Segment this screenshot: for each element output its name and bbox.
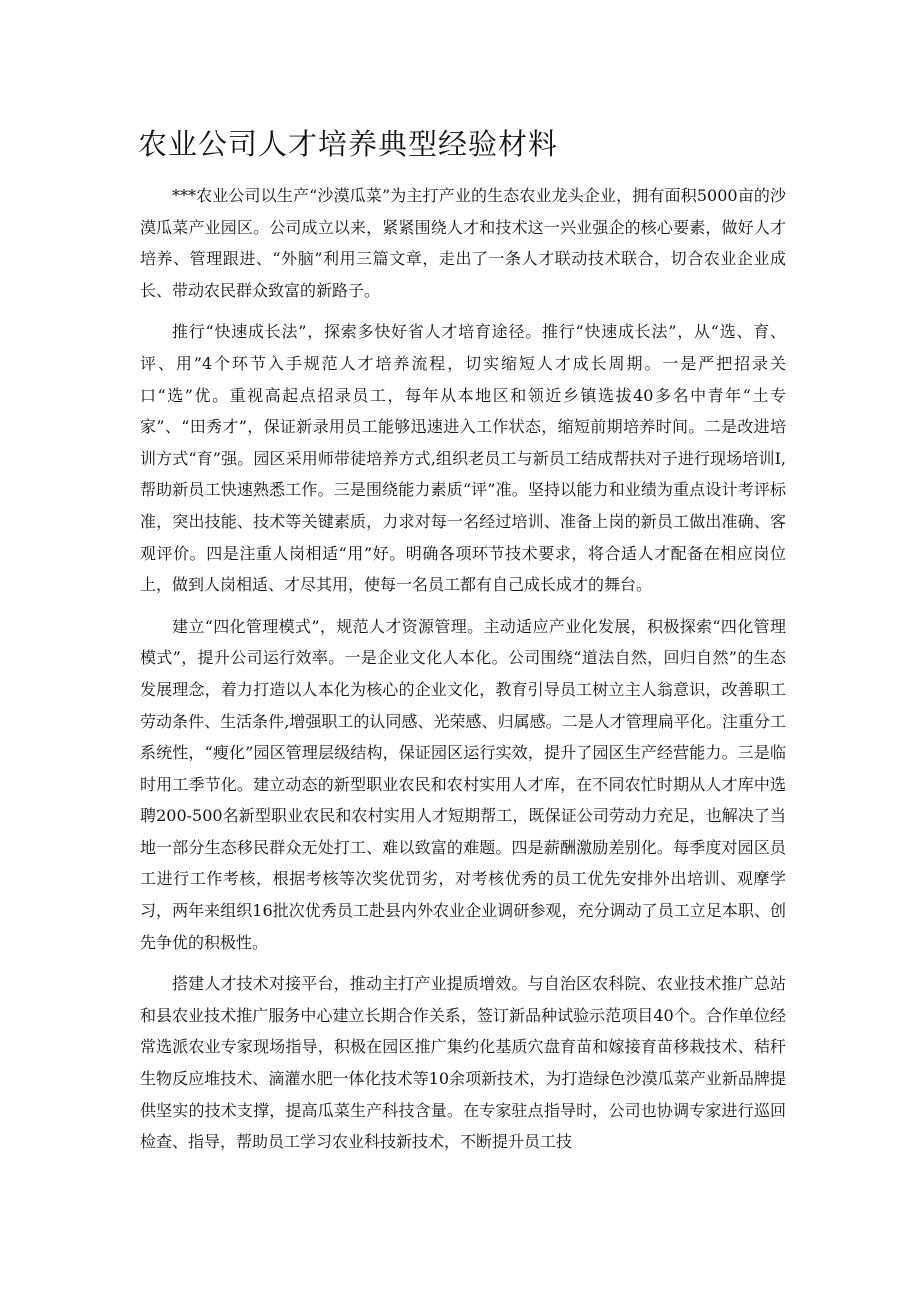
paragraph-intro: ***农业公司以生产“沙漠瓜菜”为主打产业的生态农业龙头企业，拥有面积5000亩的沙漠瓜菜产业园区。公司成立以来，紧紧围绕人才和技术这一兴业强企的核心要素，做好人才培养、管理跟进、“外脑”利用三篇文章，走出了一条人才联动技术联合，切合农业企业成长、带动农民群众致富的新路子。 bbox=[140, 186, 786, 300]
paragraph-rapid-growth: 推行“快速成长法”，探索多快好省人才培育途径。推行“快速成长法”，从“选、育、评、用”4个环节入手规范人才培养流程，切实缩短人才成长周期。一是严把招录关口“选”优。重视高起点招录员工，每年从本地区和领近乡镇选拔40多名中青年“土专家”、“田秀才”，保证新录用员工能够迅速进入工作状态，缩短前期培养时间。二是改进培训方式“育”强。园区采用师带徒培养方式,组织老员工与新员工结成帮扶对子进行现场培训I,帮助新员工快速熟悉工作。三是围绕能力素质“评”准。坚持以能力和业绩为重点设计考评标准，突出技能、技术等关键素质，力求对每一名经过培训、准备上岗的新员工做出准确、客观评价。四是注重人岗相适“用”好。明确各项环节技术要求，将合适人才配备在相应岗位上，做到人岗相适、才尽其用，使每一名员工都有自己成长成才的舞台。 bbox=[140, 322, 786, 595]
paragraph-tech-platform: 搭建人才技术对接平台，推动主打产业提质增效。与自治区农科院、农业技术推广总站和县农业技术推广服务中心建立长期合作关系，签订新品种试验示范项目40个。合作单位经常选派农业专家现场指导，积极在园区推广集约化基质穴盘育苗和嫁接育苗移栽技术、秸秆生物反应堆技术、滴灌水肥一体化技术等10余项新技术，为打造绿色沙漠瓜菜产业新品牌提供坚实的技术支撑，提高瓜菜生产科技含量。在专家驻点指导时，公司也协调专家进行巡回检查、指导，帮助员工学习农业科技新技术，不断提升员工技 bbox=[140, 974, 786, 1152]
document-body bbox=[140, 180, 786, 1168]
document-title: 农业公司人才培养典型经验材料 bbox=[138, 127, 559, 161]
paragraph-four-management: 建立“四化管理模式”，规范人才资源管理。主动适应产业化发展，积极探索“四化管理模式”，提升公司运行效率。一是企业文化人本化。公司围绕“道法自然，回归自然”的生态发展理念，着力打造以人本化为核心的企业文化，教育引导员工树立主人翁意识，改善职工劳动条件、生活条件,增强职工的认同感、光荣感、归属感。二是人才管理扁平化。注重分工系统性，“瘦化”园区管理层级结构，保证园区运行实效，提升了园区生产经营能力。三是临时用工季节化。建立动态的新型职业农民和农村实用人才库，在不同农忙时期从人才库中选聘200-500名新型职业农民和农村实用人才短期帮工，既保证公司劳动力充足，也解决了当地一部分生态移民群众无处打工、难以致富的难题。四是薪酬激励差别化。每季度对园区员工进行工作考核，根据考核等次奖优罚劣，对考核优秀的员工优先安排外出培训、观摩学习，两年来组织16批次优秀员工赴县内外农业企业调研参观，充分调动了员工立足本职、创先争优的积极性。 bbox=[140, 616, 786, 952]
